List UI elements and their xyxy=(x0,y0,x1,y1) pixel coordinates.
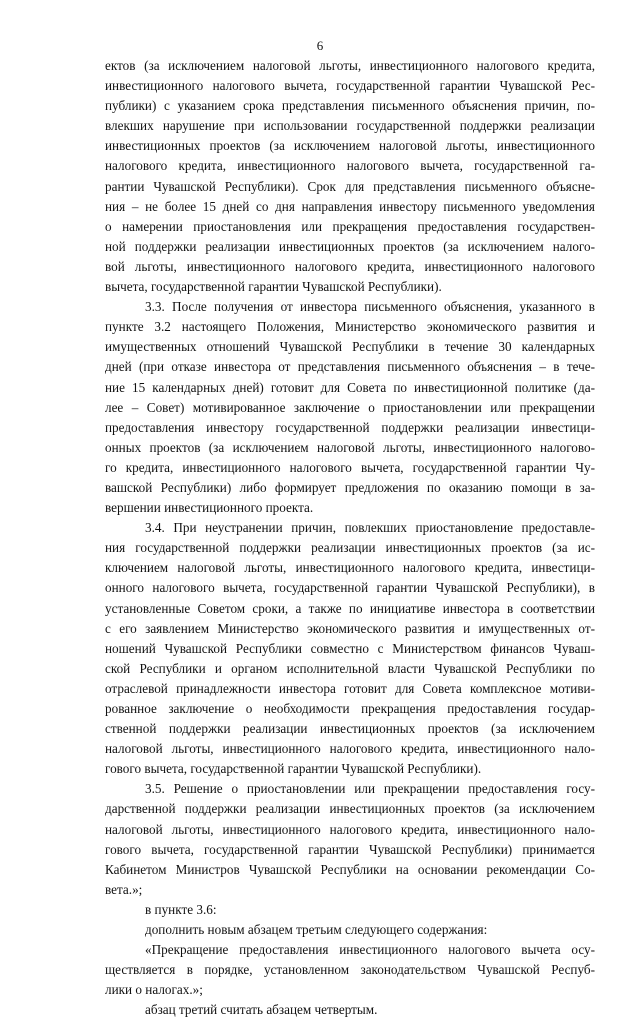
text-line: отраслевой принадлежности инвестора готовит для Совета комплексное мотиви- xyxy=(105,680,595,696)
text-line: рованное заключение о необходимости прекращения предоставления государ- xyxy=(105,701,595,716)
text-line: пункте 3.2 настоящего Положения, Министерство экономического развития и xyxy=(105,319,595,335)
text-line: гового вычета, государственной гарантии Чувашской Республики) принимается xyxy=(105,841,595,857)
text-line: публики) с указанием срока представления письменного объяснения причин, по- xyxy=(105,98,595,114)
text-line: ние 15 календарных дней) готовит для Совета по инвестиционной политике (да- xyxy=(105,379,595,395)
text-line: абзац третий считать абзацем четвертым. xyxy=(145,1002,378,1018)
text-line: ния – не более 15 дней со дня направления инвестору письменного уведомления xyxy=(105,198,595,214)
text-line: вой льготы, инвестиционного налогового кредита, инвестиционного налогового xyxy=(105,258,595,274)
document-body xyxy=(105,56,595,1021)
text-line: в пункте 3.6: xyxy=(145,901,217,917)
text-line: вычета, государственной гарантии Чувашской Республики). xyxy=(105,279,442,295)
text-line: ществляется в порядке, установленном законодательством Чувашской Респуб- xyxy=(105,962,595,978)
text-line: рантии Чувашской Республики). Срок для представления письменного объясне- xyxy=(105,178,595,194)
text-line: налоговой льготы, инвестиционного налогового кредита, инвестиционного нало- xyxy=(105,821,595,837)
text-line: ственной поддержки реализации инвестиционных проектов (за исключением xyxy=(105,721,595,737)
text-line: ношений Чувашской Республики совместно с Министерством финансов Чуваш- xyxy=(105,640,595,656)
text-line: ектов (за исключением налоговой льготы, инвестиционного налогового кредита, xyxy=(105,58,595,73)
text-line: ния государственной поддержки реализации инвестиционных проектов (за ис- xyxy=(105,540,595,556)
text-line: дарственной поддержки реализации инвестиционных проектов (за исключением xyxy=(105,801,595,817)
text-line: 3.4. При неустранении причин, повлекших приостановление предоставле- xyxy=(145,520,595,536)
text-line: онных проектов (за исключением налоговой льготы, инвестиционного налогово- xyxy=(105,439,595,455)
text-line: вершении инвестиционного проекта. xyxy=(105,500,314,516)
text-line: установленные Советом сроки, а также по инициативе инвестора в соответствии xyxy=(105,600,595,616)
text-line: ключением налоговой льготы, инвестиционного налогового кредита, инвестици- xyxy=(105,560,595,576)
text-line: лее – Совет) мотивированное заключение о приостановлении или прекращении xyxy=(105,399,595,415)
text-line: налогового кредита, инвестиционного налогового вычета, государственной га- xyxy=(105,158,595,174)
text-line: гового вычета, государственной гарантии Чувашской Республики). xyxy=(105,761,482,777)
text-line: дней (при отказе инвестора от представления письменного объяснения – в тече- xyxy=(105,359,595,375)
text-line: дополнить новым абзацем третьим следующего содержания: xyxy=(145,922,488,938)
text-line: го кредита, инвестиционного налогового вычета, государственной гарантии Чу- xyxy=(105,459,595,475)
text-line: влекших нарушение при использовании государственной поддержки реализации xyxy=(105,118,595,134)
text-line: Кабинетом Министров Чувашской Республики на основании рекомендации Со- xyxy=(105,861,595,877)
text-line: онного налогового вычета, государственной гарантии Чувашской Республики), в xyxy=(105,580,595,596)
text-line: инвестиционных проектов (за исключением налоговой льготы, инвестиционного xyxy=(105,138,595,154)
text-line: налоговой льготы, инвестиционного налогового кредита, инвестиционного нало- xyxy=(105,741,595,757)
text-line: с его заявлением Министерство экономического развития и имущественных от- xyxy=(105,620,595,636)
text-line: о намерении приостановления или прекращения предоставления государствен- xyxy=(105,218,595,234)
text-line: инвестиционного налогового вычета, государственной гарантии Чувашской Рес- xyxy=(105,78,595,94)
text-line: 3.3. После получения от инвестора письменного объяснения, указанного в xyxy=(145,299,595,315)
text-line: вашской Республики) либо формирует предложения по оказанию помощи в за- xyxy=(105,479,595,495)
page-number: 6 xyxy=(316,38,324,53)
text-line: вета.»; xyxy=(105,881,143,897)
text-line: 3.5. Решение о приостановлении или прекращении предоставления госу- xyxy=(145,781,595,797)
text-line: ской Республики и органом исполнительной власти Чувашской Республики по xyxy=(105,660,595,676)
text-line: лики о налогах.»; xyxy=(105,982,203,998)
text-line: имущественных отношений Чувашской Республики в течение 30 календарных xyxy=(105,339,595,355)
text-line: ной поддержки реализации инвестиционных проектов (за исключением налого- xyxy=(105,238,595,254)
text-line: «Прекращение предоставления инвестиционного налогового вычета осу- xyxy=(145,942,595,958)
text-line: предоставления инвестору государственной поддержки реализации инвестици- xyxy=(105,419,595,435)
